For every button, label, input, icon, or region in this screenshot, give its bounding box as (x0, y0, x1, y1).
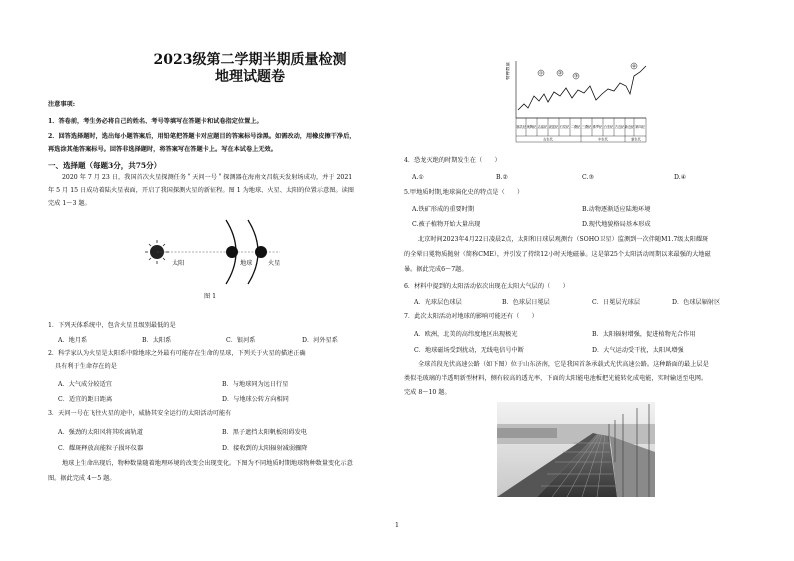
notice-line-2: 2．回答选择题时，选出每小题答案后，用铅笔把答题卡对应题目的答案标号涂黑。如需改动，用橡皮擦干净后， (48, 133, 356, 140)
page-title: 2023级第二学期半期质量检测 (153, 52, 347, 68)
q1-option-a[interactable]: A．地月系 (58, 337, 88, 344)
q2-option-c[interactable]: C．适宜的距日距离 (58, 396, 113, 403)
era-9: 白垩纪 (603, 125, 614, 129)
era-12: 第四纪 (635, 125, 645, 129)
q1-stem: 1．下列天体系统中，包含火星且级别最低的是 (48, 322, 176, 329)
q3-option-c[interactable]: C．耀斑释放高能粒子损坏仪器 (58, 445, 144, 452)
q4-option-a[interactable]: A.① (412, 174, 424, 181)
q6-option-a[interactable]: A．光球层色球层 (414, 299, 462, 306)
intro2-line-2: 图。据此完成 4～5 题。 (48, 475, 116, 482)
q5-option-d[interactable]: D.现代地貌格局基本形成 (582, 221, 651, 228)
notice-line-1: 1．答卷前，考生务必将自己的姓名、考号等填写在答题卡和试卷指定位置上。 (48, 118, 263, 125)
q2-option-b[interactable]: B．与地球同为远日行星 (222, 381, 289, 388)
q5-stem: 5.甲地质时期,地球演化史的特点是（ ） (404, 189, 524, 196)
intro3-line-2: 的全晕日冕物质抛射（简称CME），并引发了持续12小时天地磁暴。这是第25个太阳活动周期以来最强的大地磁 (404, 251, 711, 258)
label-mars: 火星 (268, 260, 281, 267)
q1-option-c[interactable]: C．银河系 (226, 337, 256, 344)
q3-stem: 3．天问一号在飞往火星的途中，威胁其安全运行的太阳活动可能有 (48, 410, 232, 417)
chart-ylabel: 物种数量 (506, 62, 511, 80)
q1-option-d[interactable]: D．河外星系 (302, 337, 338, 344)
label-earth: 地球 (240, 260, 253, 267)
intro4-line-3: 完成 8～10 题。 (404, 389, 451, 396)
era-1: 寒武纪 (516, 125, 526, 129)
q3-option-b[interactable]: B．黑子遮挡太阳帆板阻碍发电 (222, 429, 307, 436)
q7-stem: 7．此次太阳活动对地球的影响可能还有（ ） (404, 313, 538, 320)
era-10: 古近纪 (614, 125, 625, 129)
q7-option-c[interactable]: C．地球磁场受到扰动，无线电信号中断 (414, 347, 524, 354)
q7-option-b[interactable]: B．太阳辐射增强，促进植物光合作用 (592, 331, 696, 338)
page-number: 1 (395, 522, 399, 529)
marker-1: ① (538, 71, 544, 77)
label-sun: 太阳 (172, 260, 185, 267)
era-2: 奥陶纪 (526, 125, 537, 129)
intro1-line-1: 2020 年 7 月 23 日，我国首次火星探测任务＂天问一号＂探测器在海南文昌航天发射场成功，并于 2021 (62, 174, 353, 181)
earth-icon (226, 246, 238, 258)
intro3-line-1: 北京时间2023年4月22日凌晨2点，太阳和日球层观测台（SOHO卫星）监测到一次伴随M1.7级太阳耀斑 (418, 236, 709, 243)
intro4-line-1: 全球首段光伏高速公路（如下图）位于山东济南，它是我国首条承载式光伏高速公路。这种路面的最上层是 (418, 361, 709, 368)
intro1-line-3: 完成 1～3 题。 (48, 200, 91, 207)
notice-heading: 注意事项: (48, 101, 76, 108)
q5-option-c[interactable]: C.被子植物开始大量出现 (412, 221, 481, 228)
q4-option-c[interactable]: C.③ (582, 174, 595, 181)
q5-option-a[interactable]: A.铁矿形成的重要时期 (412, 206, 475, 213)
species-chart (506, 56, 656, 151)
era-7: 三叠纪 (581, 125, 592, 129)
q6-option-d[interactable]: D．色球层辐射区 (672, 299, 721, 306)
q4-stem: 4．恐龙灭绝的时期发生在（ ） (404, 157, 501, 164)
q6-option-b[interactable]: B．色球层日冕层 (502, 299, 550, 306)
era-8: 侏罗纪 (592, 125, 603, 129)
era-3: 志留纪 (537, 125, 548, 129)
section-heading: 一、选择题（每题3分，共75分） (48, 161, 162, 170)
q1-option-b[interactable]: B．太阳系 (142, 337, 172, 344)
q2-option-d[interactable]: D．与地球公转方向相同 (222, 396, 289, 403)
q3-option-a[interactable]: A．强劲的太阳风将其吹离轨道 (58, 429, 143, 436)
q2-stem-2: 具有利于生命存在的是 (55, 363, 117, 370)
q2-stem-1: 2．科学家认为火星是太阳系中除地球之外最有可能存在生命的星球，下列关于火星的描述正确 (48, 350, 306, 357)
q7-option-a[interactable]: A．欧洲，北美的高纬度地区出现极光 (414, 331, 518, 338)
q5-option-b[interactable]: B.动物逐渐适应陆地环境 (582, 206, 651, 213)
marker-3: ③ (573, 74, 579, 80)
marker-4: ④ (631, 64, 637, 70)
era-5: 石炭纪 (559, 125, 570, 129)
q6-stem: 6．材料中提到的太阳活动依次出现在太阳大气层的（ ） (404, 283, 569, 290)
q2-option-a[interactable]: A．大气成分较适宜 (58, 381, 112, 388)
intro4-line-2: 类似毛玻璃的半透明新型材料，侧有较高的透光率，下面的太阳能电池板把光能转化成电能，实时输送至电网。 (404, 375, 708, 382)
notice-line-3: 再选涂其他答案标号。回答非选择题时，将答案写在答题卡上。写在本试卷上无效。 (48, 146, 277, 153)
intro2-line-1: 地球上生命出现后，物种数量随着地理环境的改变会出现变化。下图为不同地质时期地球物种数量变化示意 (62, 460, 353, 467)
q4-option-d[interactable]: D.④ (674, 174, 687, 181)
mars-icon (255, 246, 267, 258)
era-11: 新近纪 (624, 125, 635, 129)
page-subtitle: 地理试题卷 (215, 69, 285, 85)
era-4: 泥盆纪 (548, 125, 559, 129)
intro3-line-3: 暴。据此完成6～7题。 (404, 266, 468, 273)
q3-option-d[interactable]: D．接收到的太阳辐射减弱骤降 (222, 445, 308, 452)
q4-option-b[interactable]: B.② (496, 174, 509, 181)
era-group-3: 新生代 (631, 137, 641, 142)
marker-2: ② (557, 71, 563, 77)
era-group-2: 中生代 (598, 137, 608, 142)
era-6: 二叠纪 (570, 125, 581, 129)
figure-1-caption: 图 1 (204, 293, 217, 300)
q6-option-c[interactable]: C．日冕层光球层 (592, 299, 641, 306)
intro1-line-2: 年 5 月 15 日成功着陆火星表面，开启了我国探测火星的新征程。图 1 为地球、火星、太阳的位置示意图。读图 (48, 187, 354, 194)
solar-highway-photo (497, 402, 655, 497)
q7-option-d[interactable]: D．大气运动受干扰，太阳风增强 (592, 347, 684, 354)
era-group-1: 古生代 (543, 137, 553, 142)
figure-1-diagram (130, 215, 320, 290)
